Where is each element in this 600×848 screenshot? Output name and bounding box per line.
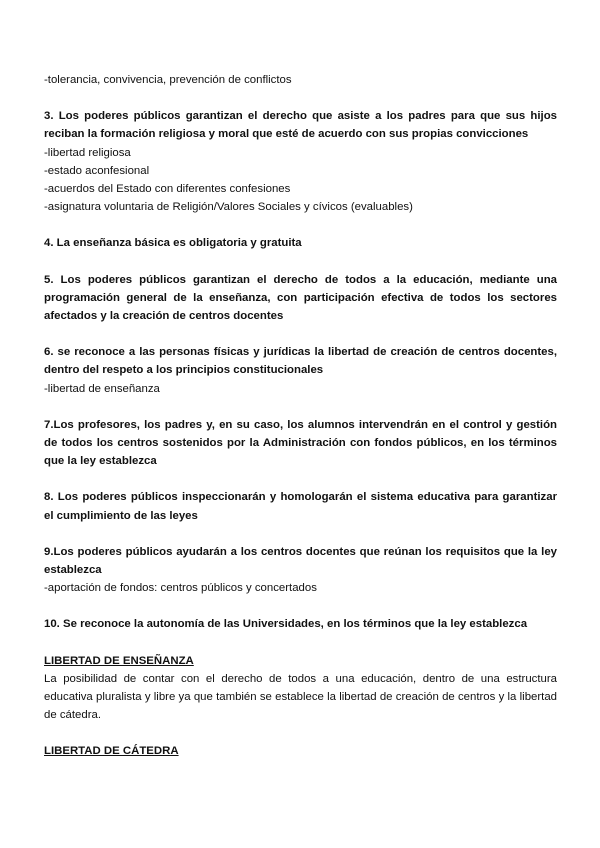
section-heading-catedra: LIBERTAD DE CÁTEDRA	[44, 745, 179, 758]
section-body-ensenanza: La posibilidad de contar con el derecho de todos a una educación, dentro de una estructura educativa pluralista y libre ya que también se establece la libertad de creación de centros y la libertad de cátedra.	[44, 672, 557, 722]
bullet-line: -libertad religiosa	[44, 146, 131, 159]
bullet-line: -acuerdos del Estado con diferentes confesiones	[44, 183, 291, 196]
paragraph-7: 7.Los profesores, los padres y, en su caso, los alumnos intervendrán en el control y gestión de todos los centros sostenidos por la Administración con fondos públicos, en los términos que la ley establezca	[44, 418, 557, 468]
bullet-line: -aportación de fondos: centros públicos y concertados	[44, 582, 317, 595]
document-page	[44, 71, 557, 761]
bullet-line: -asignatura voluntaria de Religión/Valores Sociales y cívicos (evaluables)	[44, 201, 413, 214]
paragraph-5: 5. Los poderes públicos garantizan el derecho de todos a la educación, mediante una programación general de la enseñanza, con participación efectiva de todos los sectores afectados y la creación de centros docentes	[44, 273, 557, 323]
bullet-line: -libertad de enseñanza	[44, 382, 160, 395]
paragraph-9: 9.Los poderes públicos ayudarán a los centros docentes que reúnan los requisitos que la ley establezca	[44, 545, 557, 577]
paragraph-3: 3. Los poderes públicos garantizan el derecho que asiste a los padres para que sus hijos reciban la formación religiosa y moral que esté de acuerdo con sus propias convicciones	[44, 110, 557, 141]
paragraph-10: 10. Se reconoce la autonomía de las Universidades, en los términos que la ley establezca	[44, 618, 528, 631]
paragraph-8: 8. Los poderes públicos inspeccionarán y homologarán el sistema educativa para garantizar el cumplimiento de las leyes	[44, 491, 557, 522]
section-heading-ensenanza: LIBERTAD DE ENSEÑANZA	[44, 654, 194, 667]
bullet-line: -estado aconfesional	[44, 164, 150, 177]
paragraph-4: 4. La enseñanza básica es obligatoria y gratuita	[44, 237, 302, 250]
bullet-line: -tolerancia, convivencia, prevención de conflictos	[44, 74, 292, 86]
paragraph-6: 6. se reconoce a las personas físicas y jurídicas la libertad de creación de centros docentes, dentro del respeto a los principios constitucionales	[44, 346, 557, 377]
